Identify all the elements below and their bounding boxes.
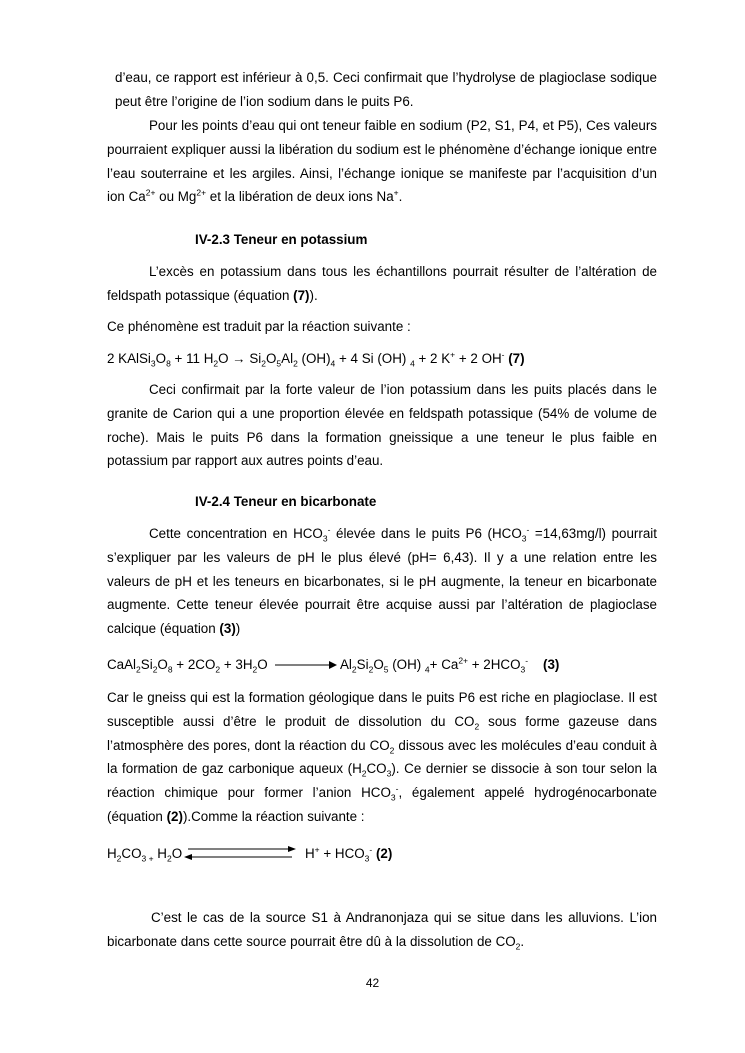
page-number: 42 [365,976,380,990]
heading-potassium: IV-2.3 Teneur en potassium [195,232,368,247]
paragraph-bicarbonate-ph: Cette concentration en $HCO_3^-$ élevée dans le puits P6 $(HCO_3^- =14,63mg/l)$ pourrait s’expliquer par les valeurs de pH le plus élevé (pH= 6,43). Il y a une relation entre les valeurs de pH et les teneurs en bicarbonates, si le pH augmente, la teneur en bicarbonate augmente. Cette teneur élevée pourrait être acquise aussi par l’altération de plagioclase calcique (équation (3)) [107,524,657,637]
paragraph-potassium-excess: L’excès en potassium dans tous les échantillons pourrait résulter de l’altération de feldspath potassique (équation (7)). [107,264,657,303]
equation-2-left: $H_2CO_{3 +}$ $H_2O$ [107,846,183,864]
equilibrium-arrow-icon [184,843,296,863]
equation-7: 2 $KAlSi_3O_8 + 11$ $H_2O \to Si_2O_5Al_2$ $(OH)_4 + 4$ Si (OH) $_4$ + 2 K+ + 2 OH- (7) [107,349,525,369]
paragraph-potassium-granite: Ceci confirmait par la forte valeur de l’ion potassium dans les puits placés dans le granite de Carion qui a une proportion élevée en feldspath potassique (54% de volume de roche). Mais le puits P6 dans la formation gneissique a une teneur le plus faible en potassium par rapport aux autres points d’eau. [107,382,657,469]
equation-3-label: (3) [543,657,560,672]
paragraph-continuation: d’eau, ce rapport est inférieur à 0,5. Ceci confirmait que l’hydrolyse de plagioclase sodique peut être l’origine de l’ion sodium dans le puits P6. [115,70,657,109]
paragraph-ion-exchange: Pour les points d’eau qui ont teneur faible en sodium (P2, S1, P4, et P5), Ces valeurs pourraient expliquer aussi la libération du sodium est le phénomène d’échange ionique entre l’eau souterraine et les argiles. Ainsi, l’échange ionique se manifeste par l’acquisition d’un ion $Ca^{2+}$ ou $Mg^{2+}$ et la libération de deux ions Na+. [107,118,657,205]
equation-3-left: $CaAl_2Si_2O_8 + 2CO_2 + 3H_2O$ [107,657,268,675]
heading-bicarbonate: IV-2.4 Teneur en bicarbonate [195,494,377,509]
equation-2-right: $H^+ + HCO_3^-$ (2) [305,844,393,864]
paragraph-source-s1: C’est le cas de la source S1 à Andranonjaza qui se situe dans les alluvions. L’ion bicarbonate dans cette source pourrait être dû à la dissolution de $CO_2$. [107,910,657,952]
reaction-arrow-icon [275,658,337,672]
paragraph-gneiss-dissolution: Car le gneiss qui est la formation géologique dans le puits P6 est riche en plagioclase. Il est susceptible aussi d’être le produit de dissolution du $CO_2$ sous forme gazeuse dans l’atmosphère des pores, dont la réaction du $CO_2$ dissous avec les molécules d’eau conduit à la formation de gaz carbonique aqueux $(H_2CO_3)$. Ce dernier se dissocie à son tour selon la réaction chimique pour former l’anion $HCO_3^-$, également appelé hydrogénocarbonate (équation (2)).Comme la réaction suivante : [107,690,658,824]
equation-3-right: $Al_2Si_2O_5$ (OH) $_4+ Ca^{2+} + 2HCO_3^-$ [340,655,529,675]
reaction-intro: Ce phénomène est traduit par la réaction suivante : [107,319,411,334]
